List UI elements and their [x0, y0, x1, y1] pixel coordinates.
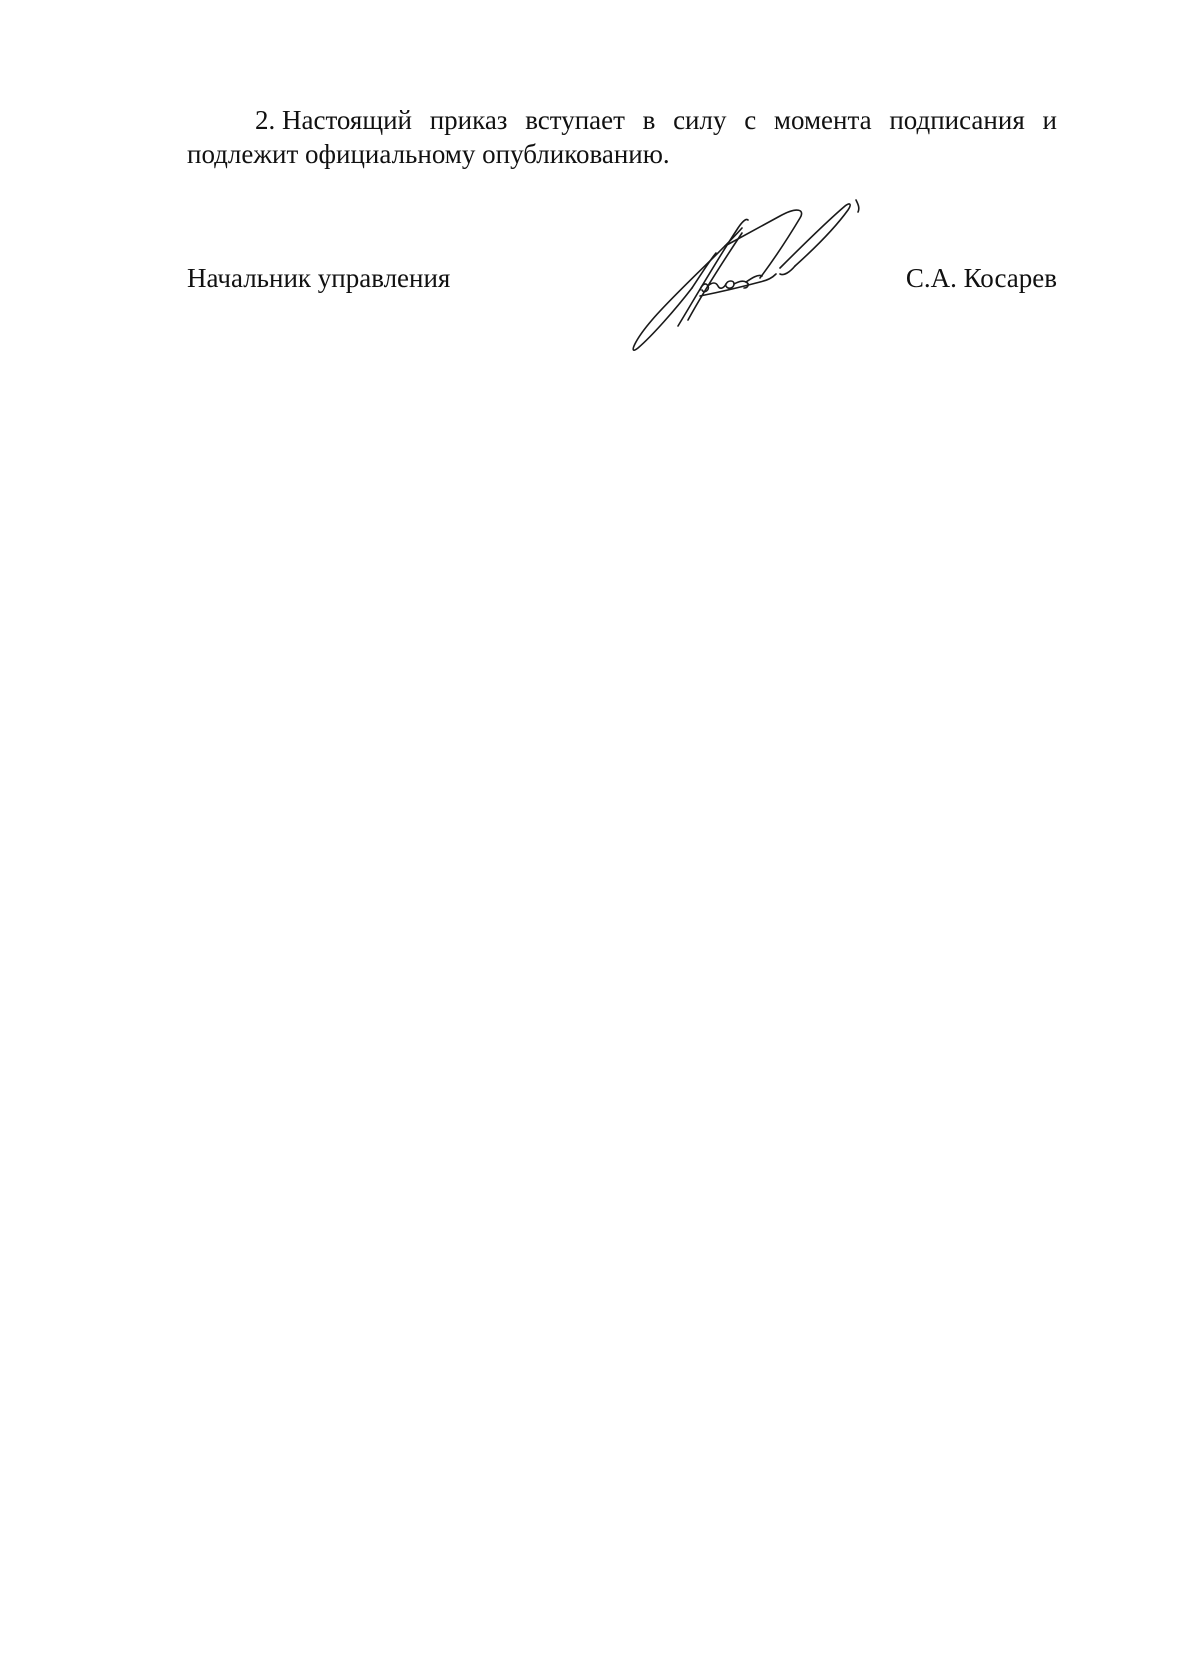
handwritten-signature — [630, 198, 880, 353]
paragraph-word: силу — [673, 105, 727, 135]
paragraph-word: с — [744, 105, 757, 135]
paragraph-word: момента — [773, 105, 872, 135]
paragraph-word: приказ — [429, 105, 508, 135]
paragraph-2 — [187, 103, 1057, 171]
paragraph-line-1 — [187, 103, 1057, 137]
position-title: Начальник управления — [187, 263, 451, 293]
paragraph-word: в — [642, 105, 656, 135]
signer-name: С.А. Косарев — [905, 263, 1057, 293]
paragraph-word: подписания — [889, 105, 1025, 135]
paragraph-word: 2. Настоящий — [255, 105, 413, 135]
paragraph-line-2: подлежит официальному опубликованию. — [187, 139, 670, 169]
signature-block — [187, 258, 1057, 298]
paragraph-word: вступает — [525, 105, 625, 135]
paragraph-word: и — [1042, 105, 1057, 135]
